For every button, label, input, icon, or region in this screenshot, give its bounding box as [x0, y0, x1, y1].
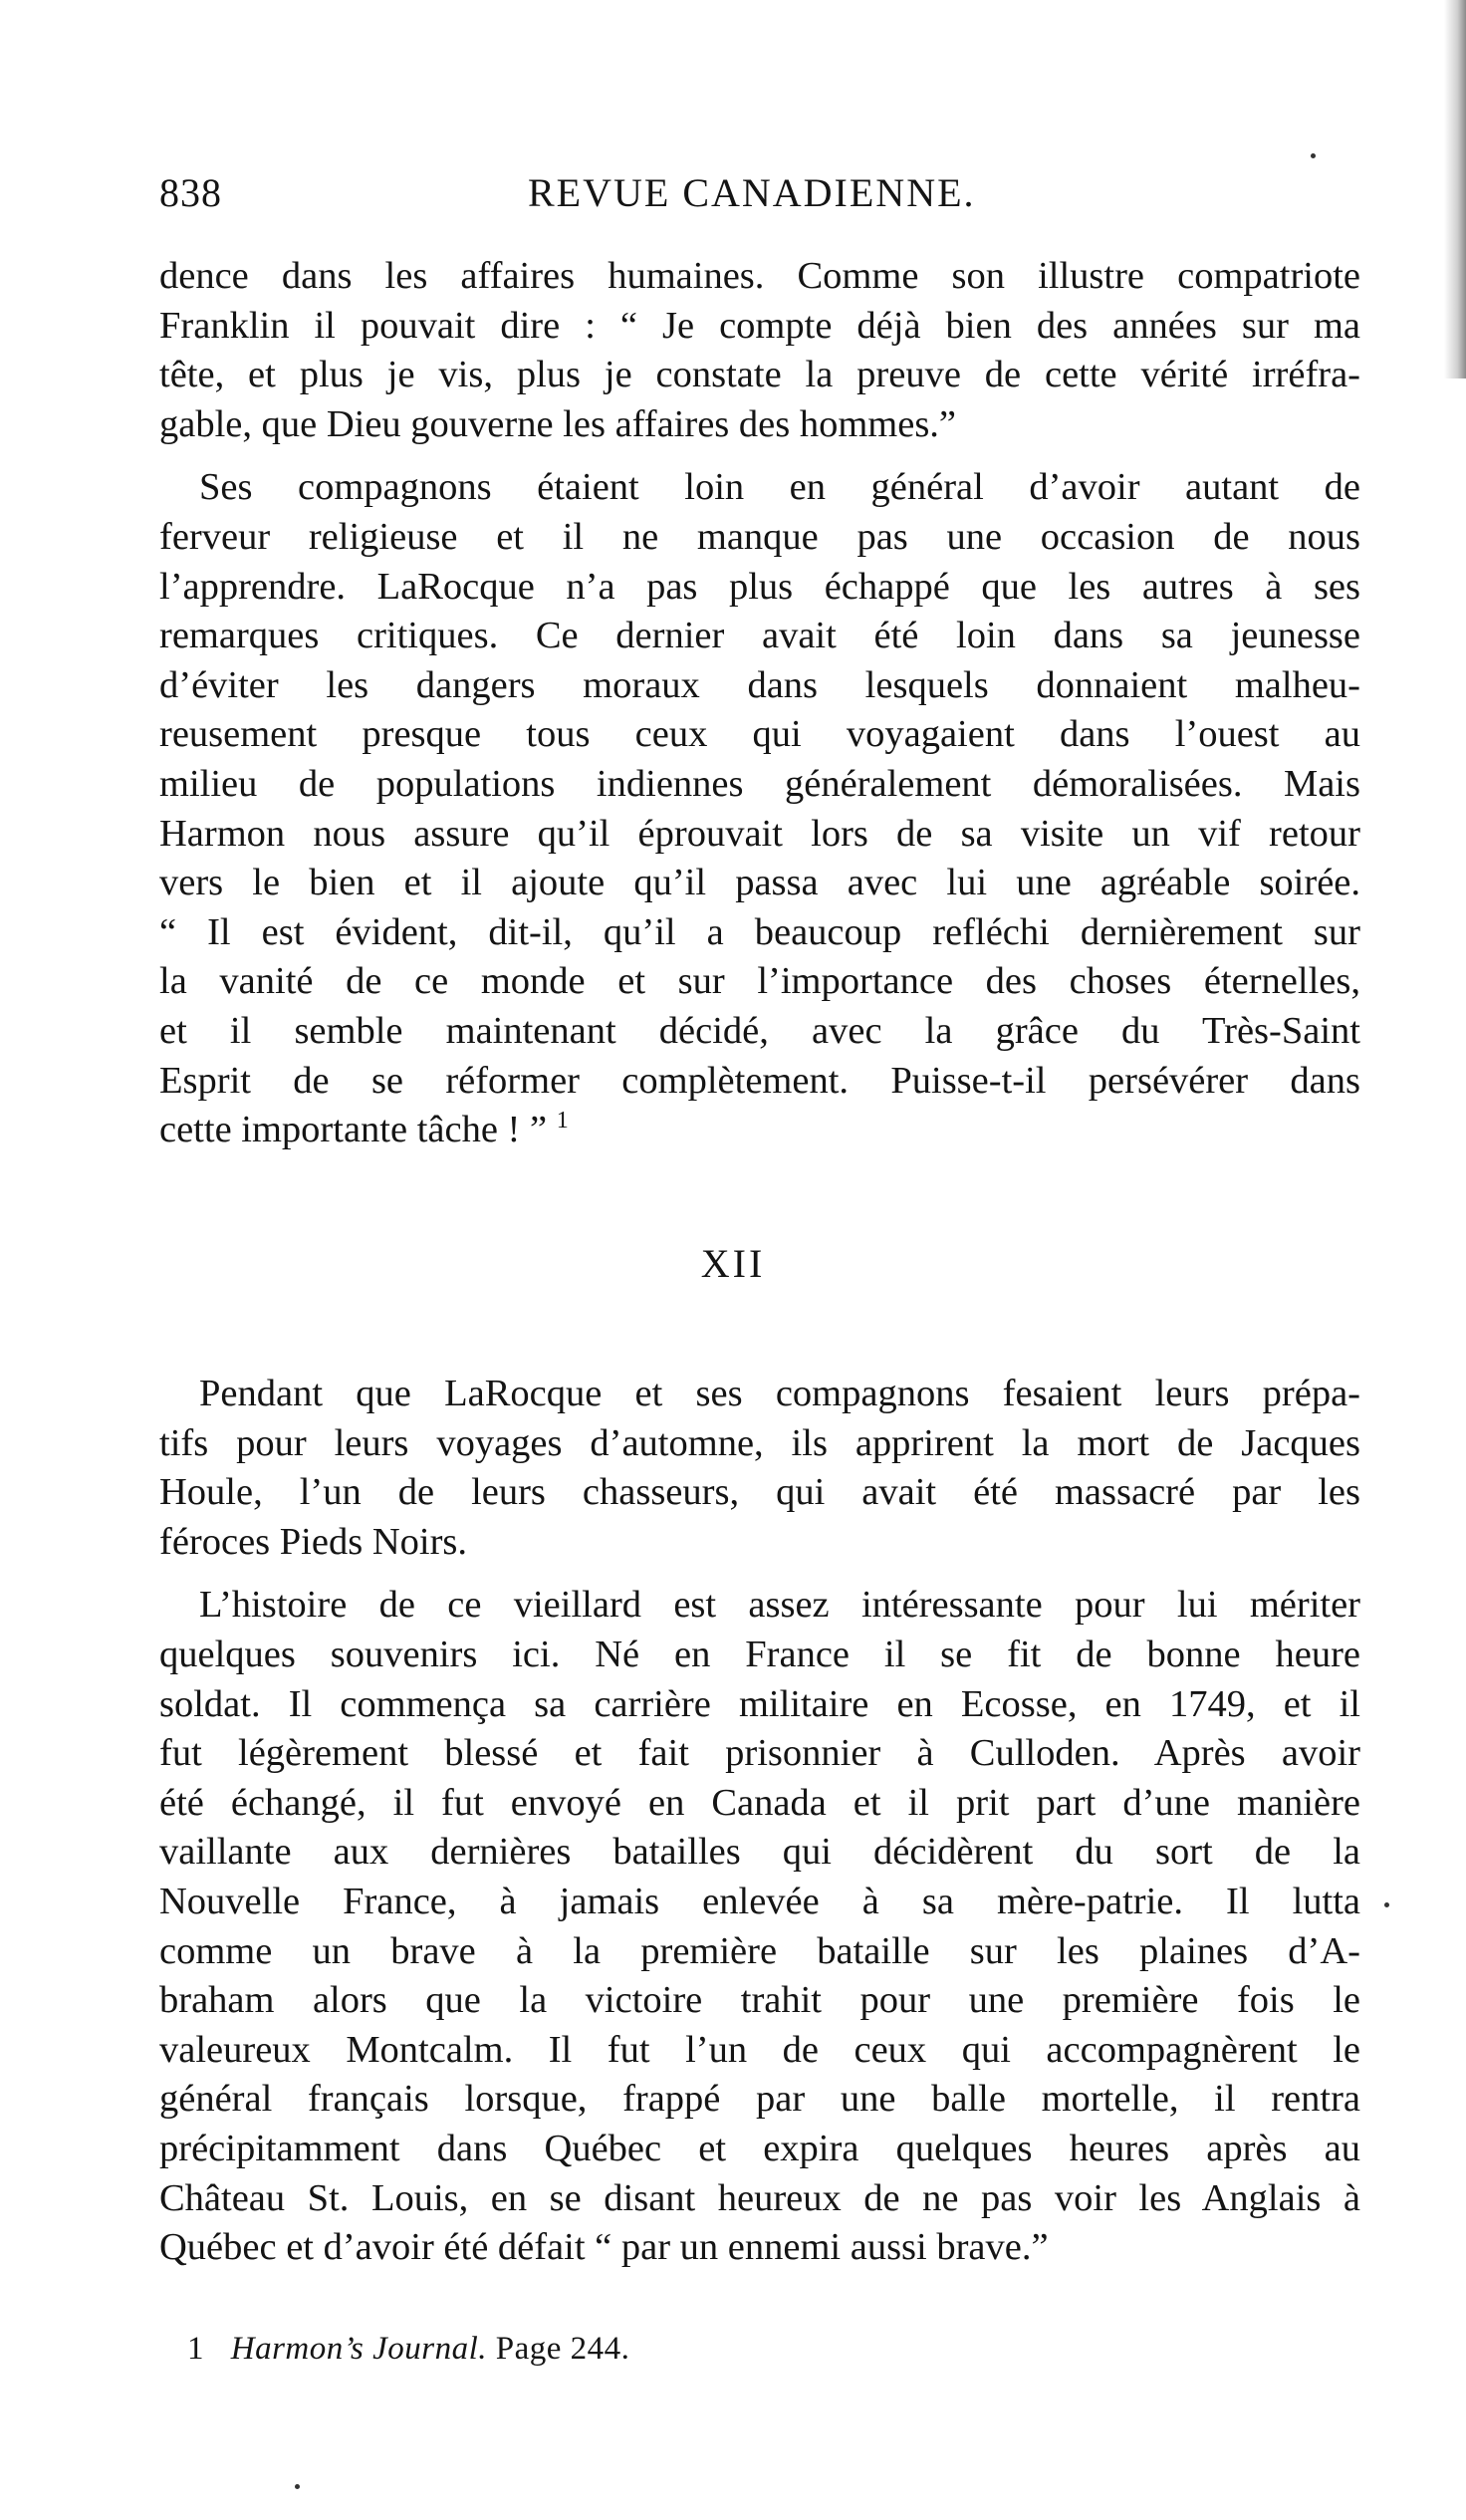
- text-line: L’histoire de ce vieillard est assez intéressante pour lui mériter: [199, 1584, 1360, 1627]
- text-line: d’éviter les dangers moraux dans lesquels donnaient malheu-: [159, 663, 1360, 706]
- text-line: fut légèrement blessé et fait prisonnier à Culloden. Après avoir: [159, 1732, 1360, 1775]
- paragraph: [159, 1581, 1360, 2272]
- text-line: Esprit de se réformer complètement. Puisse-t-il persévérer dans: [159, 1059, 1360, 1102]
- footnote-source: Harmon’s Journal.: [230, 2331, 487, 2367]
- footnote-reference: 1: [556, 1108, 569, 1134]
- text-line: précipitamment dans Québec et expira quelques heures après au: [159, 2127, 1360, 2169]
- text-line: et il semble maintenant décidé, avec la grâce du Très-Saint: [159, 1009, 1360, 1052]
- text-line: l’apprendre. LaRocque n’a pas plus échappé que les autres à ses: [159, 565, 1360, 608]
- running-header: [159, 169, 1374, 229]
- text-after-section: [159, 1370, 1360, 2273]
- paragraph: [159, 252, 1360, 449]
- text-line: Château St. Louis, en se disant heureux de ne pas voir les Anglais à: [159, 2176, 1360, 2219]
- section-heading: XII: [700, 1241, 766, 1286]
- running-title: REVUE CANADIENNE.: [528, 170, 976, 215]
- text-line: féroces Pieds Noirs.: [159, 1520, 467, 1563]
- text-line: “ Il est évident, dit-il, qu’il a beaucoup refléchi dernièrement sur: [159, 910, 1360, 953]
- text-line: valeureux Montcalm. Il fut l’un de ceux qui accompagnèrent le: [159, 2028, 1360, 2071]
- text-line: la vanité de ce monde et sur l’importance des choses éternelles,: [159, 960, 1360, 1003]
- text-line: vers le bien et il ajoute qu’il passa avec lui une agréable soirée.: [159, 862, 1360, 904]
- footnote: [187, 2331, 629, 2368]
- text-line: Ses compagnons étaient loin en général d’avoir autant de: [199, 466, 1360, 509]
- text-line: été échangé, il fut envoyé en Canada et il prit part d’une manière: [159, 1781, 1360, 1824]
- text-line: tifs pour leurs voyages d’automne, ils apprirent la mort de Jacques: [159, 1421, 1360, 1464]
- text-line: reusement presque tous ceux qui voyagaient dans l’ouest au: [159, 713, 1360, 756]
- text-line: Harmon nous assure qu’il éprouvait lors de sa visite un vif retour: [159, 812, 1360, 855]
- paragraph: [159, 463, 1360, 1154]
- text-line: cette importante tâche ! ”: [159, 1109, 548, 1151]
- page-edge-shadow: [1444, 0, 1466, 378]
- print-speck: [1384, 1902, 1389, 1907]
- text-line: Franklin il pouvait dire : “ Je compte déjà bien des années sur ma: [159, 304, 1360, 347]
- footnote-page: Page 244.: [495, 2331, 630, 2367]
- text-line: Québec et d’avoir été défait “ par un ennemi aussi brave.”: [159, 2226, 1049, 2269]
- text-line: soldat. Il commença sa carrière militaire en Ecosse, en 1749, et il: [159, 1682, 1360, 1725]
- page-number: 838: [159, 170, 222, 215]
- text-line: tête, et plus je vis, plus je constate la preuve de cette vérité irréfra-: [159, 354, 1360, 396]
- text-line: quelques souvenirs ici. Né en France il se fit de bonne heure: [159, 1633, 1360, 1675]
- text-line-with-footnote: [159, 1106, 1360, 1155]
- footnote-number: 1: [187, 2331, 204, 2367]
- text-line: comme un brave à la première bataille sur les plaines d’A-: [159, 1929, 1360, 1972]
- text-line: Houle, l’un de leurs chasseurs, qui avait été massacré par les: [159, 1471, 1360, 1514]
- text-line: ferveur religieuse et il ne manque pas une occasion de nous: [159, 515, 1360, 558]
- text-line: gable, que Dieu gouverne les affaires des hommes.”: [159, 402, 957, 445]
- text-line: dence dans les affaires humaines. Comme son illustre compatriote: [159, 255, 1360, 297]
- text-line: Nouvelle France, à jamais enlevée à sa mère-patrie. Il lutta: [159, 1880, 1360, 1922]
- text-line: braham alors que la victoire trahit pour une première fois le: [159, 1979, 1360, 2022]
- print-speck: [1311, 153, 1316, 158]
- print-speck: [295, 2484, 300, 2489]
- text-line: général français lorsque, frappé par une balle mortelle, il rentra: [159, 2078, 1360, 2121]
- text-before-section: [159, 252, 1360, 1155]
- text-line: milieu de populations indiennes généralement démoralisées. Mais: [159, 762, 1360, 805]
- paragraph: [159, 1370, 1360, 1567]
- text-line: vaillante aux dernières batailles qui décidèrent du sort de la: [159, 1831, 1360, 1874]
- text-line: remarques critiques. Ce dernier avait été loin dans sa jeunesse: [159, 615, 1360, 657]
- text-line: Pendant que LaRocque et ses compagnons fesaient leurs prépa-: [199, 1373, 1360, 1414]
